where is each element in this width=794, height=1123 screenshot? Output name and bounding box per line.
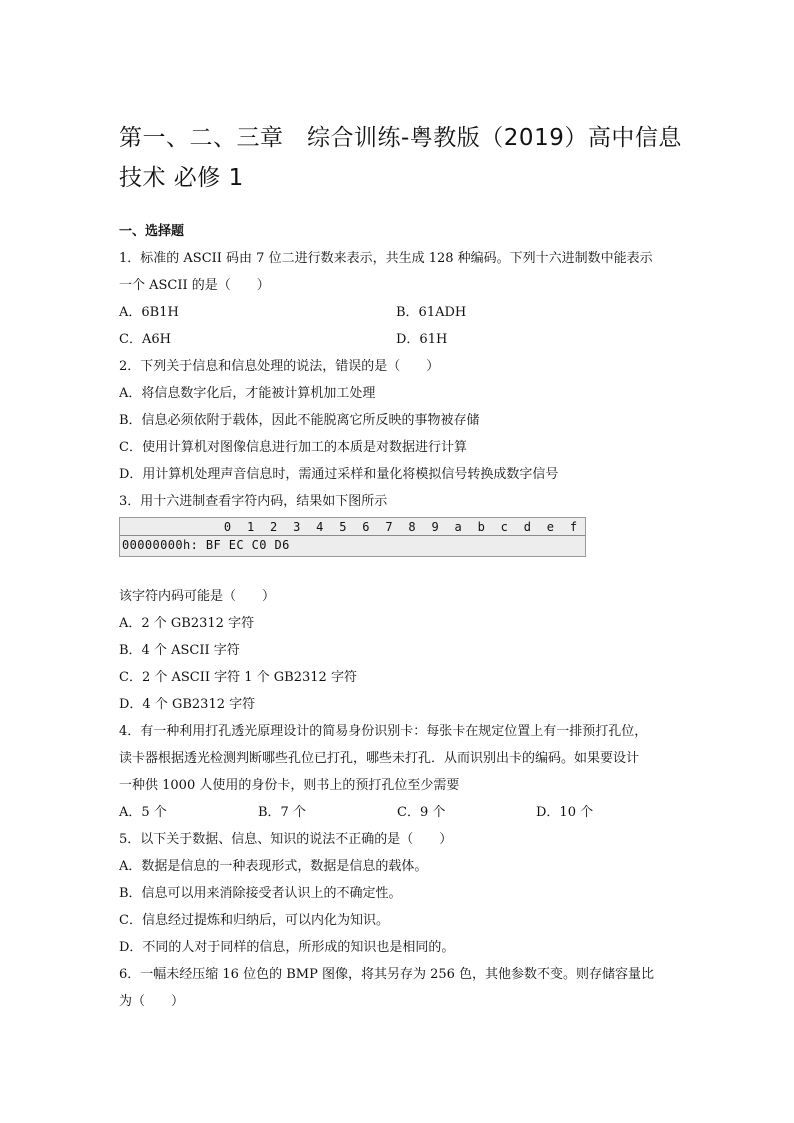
q1-option-a: A．6B1H bbox=[119, 305, 179, 320]
q2-option-d: D．用计算机处理声音信息时，需通过采样和量化将模拟信号转换成数字信号 bbox=[119, 467, 559, 482]
q3-option-c: C．2 个 ASCII 字符 1 个 GB2312 字符 bbox=[119, 670, 357, 685]
q4-stem-line-2: 读卡器根据透光检测判断哪些孔位已打孔，哪些未打孔．从而识别出卡的编码。如果要设计 bbox=[119, 751, 640, 766]
q5-option-d: D．不同的人对于同样的信息，所形成的知识也是相同的。 bbox=[119, 940, 455, 955]
question-5 bbox=[119, 826, 689, 961]
question-list bbox=[119, 218, 689, 1015]
q2-stem: 2．下列关于信息和信息处理的说法，错误的是（ ） bbox=[119, 359, 440, 374]
q4-stem-line-1: 4．有一种利用打孔透光原理设计的简易身份识别卡：每张卡在规定位置上有一排预打孔位， bbox=[119, 724, 648, 739]
q4-option-a: A．5 个 bbox=[119, 805, 167, 820]
document-title bbox=[119, 118, 689, 198]
q5-stem: 5．以下关于数据、信息、知识的说法不正确的是（ ） bbox=[119, 832, 453, 847]
q4-option-b: B．7 个 bbox=[258, 805, 306, 820]
hex-viewer bbox=[119, 517, 586, 557]
q3-stem: 3．用十六进制查看字符内码，结果如下图所示 bbox=[119, 494, 388, 509]
question-2 bbox=[119, 353, 689, 488]
q6-stem-line-1: 6．一幅未经压缩 16 位色的 BMP 图像，将其另存为 256 色，其他参数不变。则存储容量比 bbox=[119, 967, 655, 982]
question-6 bbox=[119, 961, 689, 1015]
hex-col-9: 9 bbox=[431, 519, 439, 534]
q3-option-b: B．4 个 ASCII 字符 bbox=[119, 643, 240, 658]
q4-option-c: C．9 个 bbox=[397, 805, 446, 820]
q4-stem-line-3: 一种供 1000 人使用的身份卡，则书上的预打孔位至少需要 bbox=[119, 778, 460, 793]
q4-options-row bbox=[119, 799, 689, 826]
question-1 bbox=[119, 245, 689, 353]
q5-option-c: C．信息经过提炼和归纳后，可以内化为知识。 bbox=[119, 913, 389, 928]
q1-option-c: C．A6H bbox=[119, 332, 171, 347]
hex-col-3: 3 bbox=[293, 519, 301, 534]
q2-option-b: B．信息必须依附于载体，因此不能脱离它所反映的事物被存储 bbox=[119, 413, 480, 428]
question-4 bbox=[119, 718, 689, 826]
q2-option-a: A．将信息数字化后，才能被计算机加工处理 bbox=[119, 386, 376, 401]
q1-stem-line-1: 1．标准的 ASCII 码由 7 位二进行数来表示，共生成 128 种编码。下列十六进制数中能表示 bbox=[119, 251, 653, 266]
q3-option-d: D．4 个 GB2312 字符 bbox=[119, 697, 256, 712]
question-3 bbox=[119, 488, 689, 718]
q1-options-row-2 bbox=[119, 326, 689, 353]
q1-option-d: D．61H bbox=[396, 332, 448, 347]
hex-col-a: a bbox=[454, 519, 462, 534]
q2-option-c: C．使用计算机对图像信息进行加工的本质是对数据进行计算 bbox=[119, 440, 467, 455]
q1-option-b: B．61ADH bbox=[396, 305, 467, 320]
hex-col-2: 2 bbox=[270, 519, 278, 534]
hex-col-5: 5 bbox=[339, 519, 347, 534]
q3-question: 该字符内码可能是（ ） bbox=[119, 589, 276, 604]
hex-col-6: 6 bbox=[362, 519, 370, 534]
section-heading: 一、选择题 bbox=[119, 224, 185, 239]
hex-column-header bbox=[120, 518, 585, 536]
q4-option-d: D．10 个 bbox=[536, 805, 594, 820]
hex-col-7: 7 bbox=[385, 519, 393, 534]
q5-option-b: B．信息可以用来消除接受者认识上的不确定性。 bbox=[119, 886, 402, 901]
q1-options-row-1 bbox=[119, 299, 689, 326]
title-line-2: 技术 必修 1 bbox=[119, 165, 244, 191]
hex-col-1: 1 bbox=[246, 519, 255, 534]
hex-data-row: 00000000h: BF EC C0 D6 bbox=[122, 538, 290, 552]
hex-col-4: 4 bbox=[316, 519, 324, 534]
title-line-1: 第一、二、三章 综合训练-粤教版（2019）高中信息 bbox=[119, 125, 682, 151]
hex-col-8: 8 bbox=[408, 519, 416, 534]
hex-col-0: 0 bbox=[223, 519, 232, 534]
q5-option-a: A．数据是信息的一种表现形式，数据是信息的载体。 bbox=[119, 859, 428, 874]
hex-col-e: e bbox=[546, 519, 555, 534]
hex-col-d: d bbox=[523, 519, 531, 534]
q6-stem-line-2: 为（ ） bbox=[119, 994, 185, 1009]
hex-col-f: f bbox=[569, 519, 578, 534]
hex-col-c: c bbox=[500, 519, 508, 534]
q3-option-a: A．2 个 GB2312 字符 bbox=[119, 616, 255, 631]
q1-stem-line-2: 一个 ASCII 的是（ ） bbox=[119, 278, 270, 293]
hex-col-b: b bbox=[477, 519, 485, 534]
